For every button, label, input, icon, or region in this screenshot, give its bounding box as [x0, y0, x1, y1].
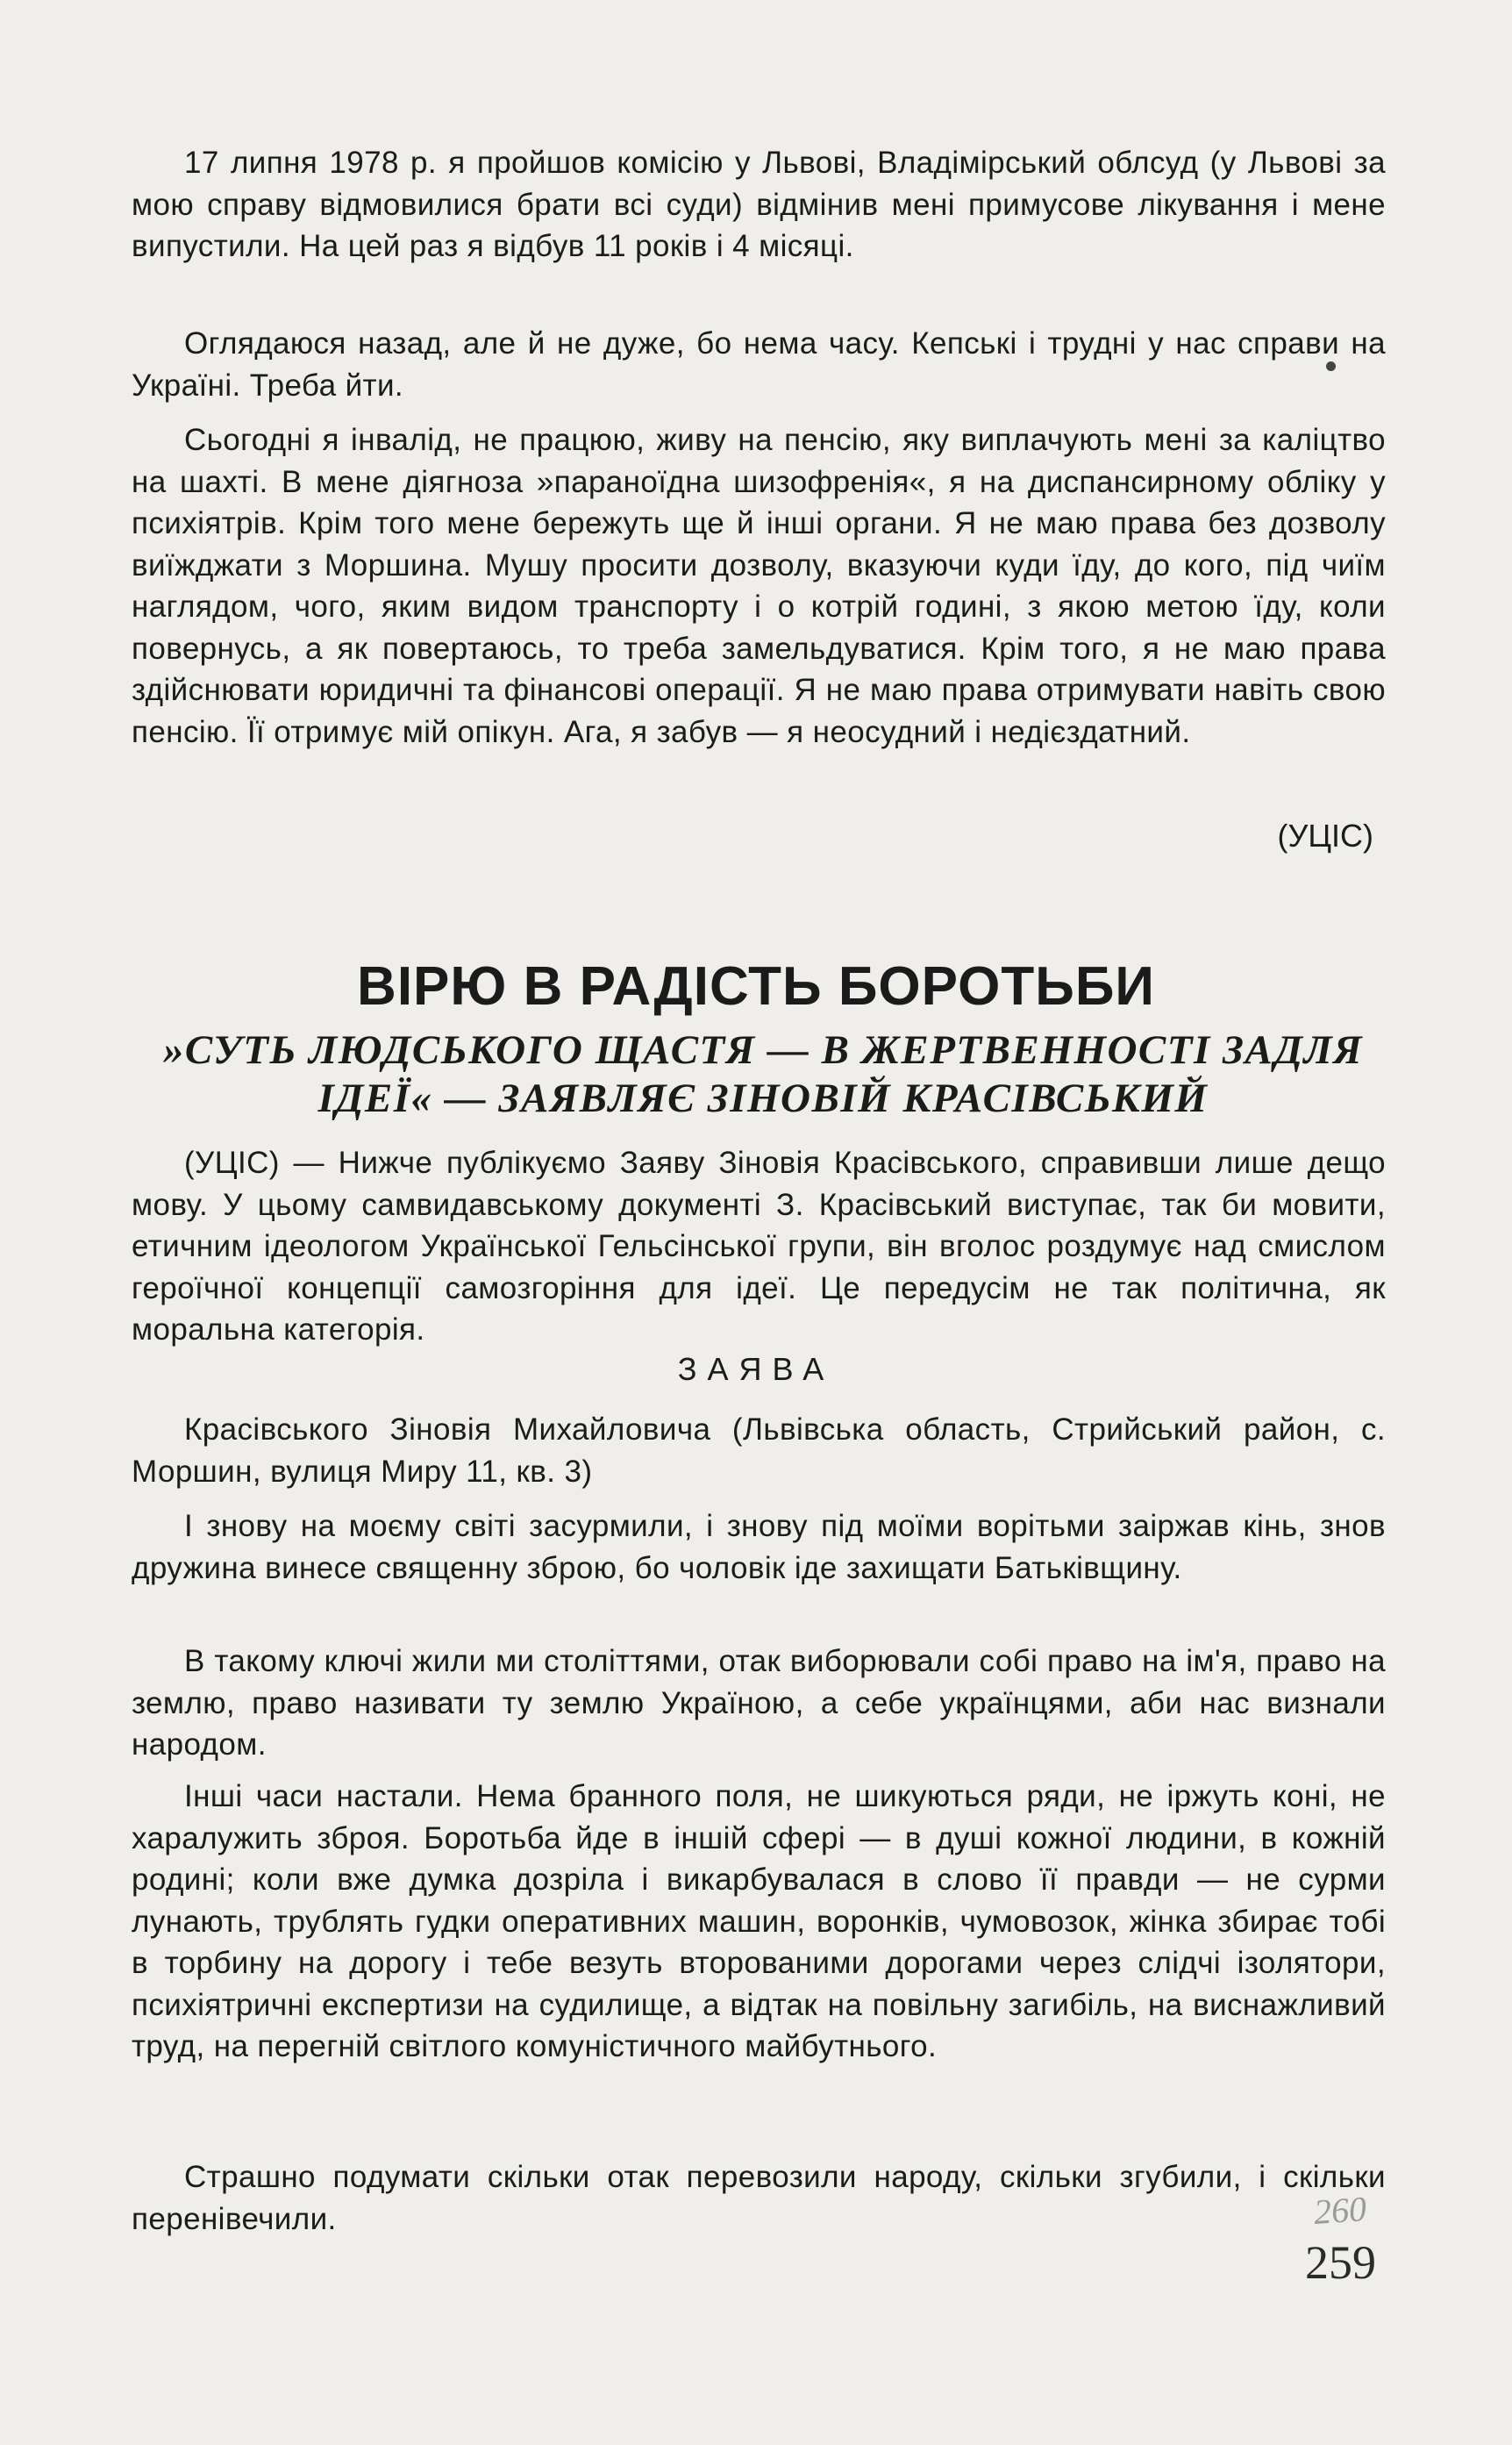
article-subheadline: »СУТЬ ЛЮДСЬКОГО ЩАСТЯ — В ЖЕРТВЕННОСТІ ЗАДЛЯ ІДЕЇ« — ЗАЯВЛЯЄ ЗІНОВІЙ КРАСІВСЬКИЙ	[162, 1027, 1364, 1121]
margin-dot-mark	[1326, 361, 1336, 371]
article-intro: (УЦІС) — Нижче публікуємо Заяву Зіновія Красівського, справивши лише дещо мову. У цьому самвидавському документі З. Красівський виступає, так би мовити, етичним ідеологом Української Гельсінської групи, він вголос роздумує над смислом героїчної концепції самозгоріння для ідеї. Це передусім не так політична, як моральна категорія.	[132, 1146, 1386, 1347]
paragraph-looking-back: Оглядаюся назад, але й не дуже, бо нема часу. Кепські і трудні у нас справи на Україні. Треба йти.	[132, 326, 1386, 403]
paragraph-frightening: Страшно подумати скільки отак перевозили народу, скільки згубили, і скільки перенівечили.	[132, 2160, 1386, 2236]
paragraph-in-this-key: В такому ключі жили ми століттями, отак виборювали собі право на ім'я, право на землю, право називати ту землю Україною, а себе українцями, аби нас визнали народом.	[132, 1644, 1386, 1762]
page-number-stamp: 260	[1312, 2188, 1368, 2233]
zayava-title: ЗАЯВА	[677, 1351, 835, 1387]
page-number: 259	[1305, 2236, 1376, 2289]
signature-uccis: (УЦІС)	[1277, 818, 1373, 854]
paragraph-again-trumpets: І знову на моєму світі засурмили, і знову під моїми ворітьми заіржав кінь, знов дружина винесе священну зброю, бо чоловік іде захищати Батьківщину.	[132, 1509, 1386, 1585]
paragraph-commission: 17 липня 1978 р. я пройшов комісію у Львові, Владімірський облсуд (у Львові за мою справу відмовилися брати всі суди) відмінив мені примусове лікування і мене випустили. На цей раз я відбув 11 років і 4 місяці.	[132, 146, 1386, 263]
paragraph-invalid: Сьогодні я інвалід, не працюю, живу на пенсію, яку виплачують мені за каліцтво на шахті. В мене діягноза »параноїдна шизофренія«, я на диспансирному обліку у психіятрів. Крім того мене бережуть ще й інші органи. Я не маю права без дозволу виїжджати з Моршина. Мушу просити дозволу, вказуючи куди їду, до кого, під чиїм наглядом, чого, яким видом транспорту і о котрій годині, з якою метою їду, коли повернусь, а як повертаюсь, то треба замельдуватися. Крім того, я не маю права здійснювати юридичні та фінансові операції. Я не маю права отримувати навіть свою пенсію. Її отримує мій опікун. Ага, я забув — я неосудний і недієздатний.	[132, 423, 1386, 749]
paragraph-other-times: Інші часи настали. Нема бранного поля, не шикуються ряди, не іржуть коні, не харалужить зброя. Боротьба йде в іншій сфері — в душі кожної людини, в кожній родині; коли вже думка дозріла і викарбувалася в слово її правди — не сурми лунають, трублять гудки оперативних машин, воронків, чумовозок, жінка збирає тобі в торбину на дорогу і тебе везуть второваними дорогами через слідчі ізолятори, психіятричні експертизи на судилище, а відтак на повільну загибіль, на виснажливий труд, на перегній світлого комуністичного майбутнього.	[132, 1779, 1386, 2063]
zayava-author: Красівського Зіновія Михайловича (Львівська область, Стрийський район, с. Моршин, вулиця Миру 11, кв. 3)	[132, 1412, 1386, 1489]
article-headline: ВІРЮ В РАДІСТЬ БОРОТЬБИ	[357, 956, 1155, 1017]
